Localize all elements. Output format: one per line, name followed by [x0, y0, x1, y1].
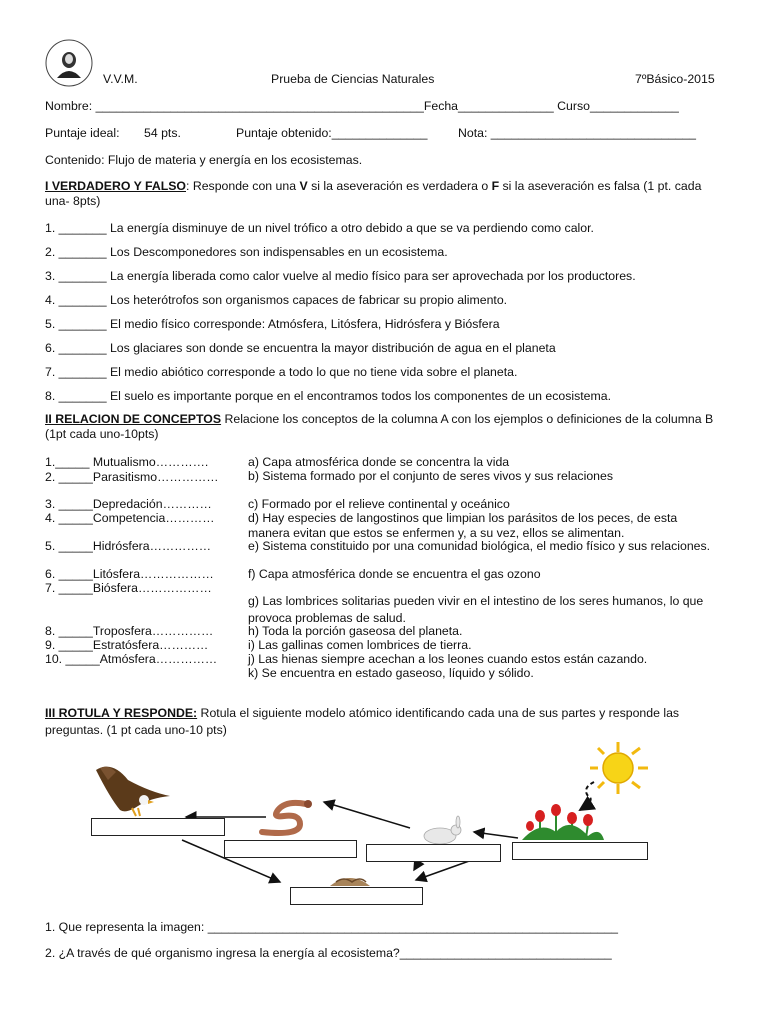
label-box-rabbit[interactable]	[366, 844, 501, 862]
flowers-icon	[522, 804, 604, 840]
puntaje-ideal-value: 54 pts.	[144, 126, 181, 140]
list-item: 4. _______ Los heterótrofos son organismos capaces de fabricar su propio alimento.	[45, 293, 508, 307]
label-box-decomposer[interactable]	[290, 887, 423, 905]
section3-title: III ROTULA Y RESPONDE:	[45, 706, 198, 720]
contenido-line: Contenido: Flujo de materia y energía en los ecosistemas.	[45, 153, 363, 167]
snake-icon	[262, 800, 312, 833]
section1-header	[45, 179, 725, 209]
puntaje-ideal-label: Puntaje ideal:	[45, 126, 120, 140]
question-1: 1. Que representa la imagen: ____________________________________________________________	[45, 920, 619, 934]
col-b-item: f) Capa atmosférica donde se encuentra el gas ozono	[248, 567, 541, 581]
section2-title: II RELACION DE CONCEPTOS	[45, 412, 222, 426]
col-a-item: 1._____ Mutualismo………….	[45, 455, 209, 469]
col-a-item: 2. _____Parasitismo……………	[45, 470, 219, 484]
list-item: 7. _______ El medio abiótico corresponde a todo lo que no tiene vida sobre el planeta.	[45, 365, 518, 379]
section3-header	[45, 705, 725, 738]
header-initials: V.V.M.	[103, 72, 138, 86]
col-b-item: a) Capa atmosférica donde se concentra la vida	[248, 455, 510, 469]
list-item: 6. _______ Los glaciares son donde se encuentra la mayor distribución de agua en el planeta	[45, 341, 556, 355]
section2-header	[45, 412, 725, 442]
list-item: 8. _______ El suelo es importante porque en el encontramos todos los componentes de un ecosistema.	[45, 389, 612, 403]
col-a-item: 10. _____Atmósfera……………	[45, 652, 218, 666]
col-b-item: g) Las lombrices solitarias pueden vivir en el intestino de los seres humanos, lo que provoca problemas de salud.	[248, 594, 704, 626]
nombre-line: Nombre: ________________________________________________Fecha______________ Curso_____________	[45, 99, 679, 113]
list-item: 1. _______ La energía disminuye de un nivel trófico a otro debido a que se va perdiendo como calor.	[45, 221, 594, 235]
col-a-item: 5. _____Hidrósfera……………	[45, 539, 212, 553]
col-b-item: d) Hay especies de langostinos que limpian los parásitos de los peces, de esta manera evitan que estos se enfermen y, a su vez, ellos se alimentan.	[248, 511, 678, 540]
page-title: Prueba de Ciencias Naturales	[271, 72, 435, 86]
rabbit-icon	[424, 816, 461, 844]
col-a-item: 6. _____Litósfera………………	[45, 567, 214, 581]
col-a-item: 4. _____Competencia…………	[45, 511, 215, 525]
section1-f: F	[491, 179, 500, 193]
school-seal-icon	[44, 38, 94, 88]
course-label: 7ºBásico-2015	[635, 72, 715, 86]
col-b-item: j) Las hienas siempre acechan a los leones cuando estos están cazando.	[248, 652, 648, 666]
list-item: 3. _______ La energía liberada como calor vuelve al medio físico para ser aprovechada por los productores.	[45, 269, 636, 283]
puntaje-obtenido: Puntaje obtenido:______________	[236, 126, 428, 140]
col-a-item: 8. _____Troposfera……………	[45, 624, 214, 638]
sun-icon	[590, 742, 648, 794]
section1-instr-a: : Responde con una	[186, 179, 300, 193]
label-box-eagle[interactable]	[91, 818, 225, 836]
section2-instr: Relacione los conceptos de la columna A con los ejemplos o definiciones de la columna B (1pt cada uno-10pts)	[45, 412, 714, 441]
section3-instr: Rotula el siguiente modelo atómico identificando cada una de sus partes y responde las preguntas. (1 pt cada uno-10 pts)	[45, 706, 680, 737]
eagle-icon	[96, 767, 170, 816]
school-logo	[44, 38, 94, 88]
food-chain-diagram	[0, 740, 768, 910]
section1-instr-c: si la aseveración es falsa (1 pt. cada una- 8pts)	[45, 179, 702, 208]
col-a-item: 7. _____Biósfera………………	[45, 581, 212, 595]
label-box-snake[interactable]	[224, 840, 357, 858]
section1-instr-b: si la aseveración es verdadera o	[307, 179, 492, 193]
section1-v: V	[299, 179, 308, 193]
col-b-item: h) Toda la porción gaseosa del planeta.	[248, 624, 463, 638]
label-box-flowers[interactable]	[512, 842, 648, 860]
question-2: 2. ¿A través de qué organismo ingresa la energía al ecosistema?_______________________________	[45, 946, 612, 960]
nota-line: Nota: ______________________________	[458, 126, 696, 140]
col-b-item: k) Se encuentra en estado gaseoso, líquido y sólido.	[248, 666, 534, 680]
list-item: 2. _______ Los Descomponedores son indispensables en un ecosistema.	[45, 245, 448, 259]
section1-title: I VERDADERO Y FALSO	[45, 179, 186, 193]
col-b-item: e) Sistema constituido por una comunidad biológica, el medio físico y sus relaciones.	[248, 539, 711, 553]
list-item: 5. _______ El medio físico corresponde: Atmósfera, Litósfera, Hidrósfera y Biósfera	[45, 317, 500, 331]
decomposer-icon	[330, 878, 370, 886]
col-a-item: 3. _____Depredación…………	[45, 497, 212, 511]
col-a-item: 9. _____Estratósfera…………	[45, 638, 209, 652]
col-b-item: b) Sistema formado por el conjunto de seres vivos y sus relaciones	[248, 469, 613, 483]
col-b-item: i) Las gallinas comen lombrices de tierra.	[248, 638, 472, 652]
col-b-item: c) Formado por el relieve continental y oceánico	[248, 497, 510, 511]
